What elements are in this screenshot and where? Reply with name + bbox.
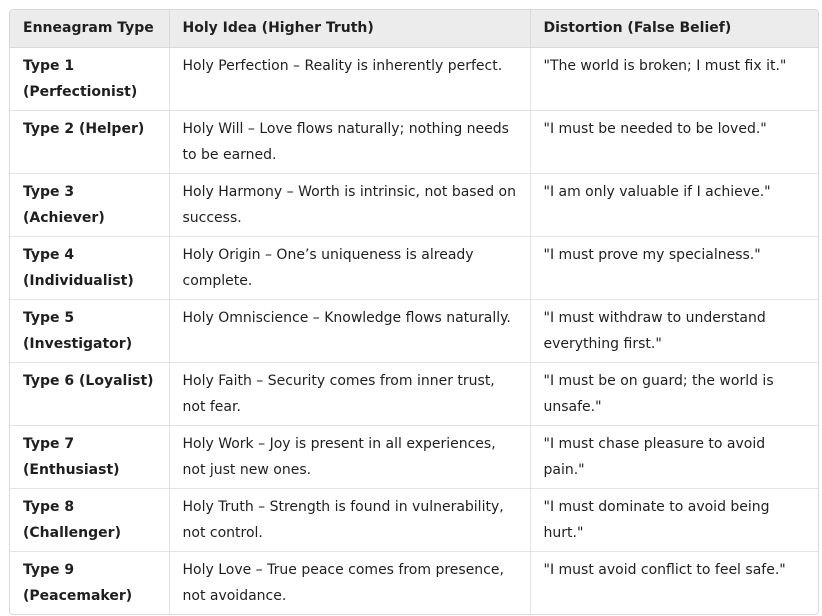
distortion-cell: "I am only valuable if I achieve." [530, 173, 818, 236]
type-cell: Type 1 (Perfectionist) [10, 47, 169, 110]
distortion-cell: "I must be needed to be loved." [530, 110, 818, 173]
type-cell: Type 9 (Peacemaker) [10, 551, 169, 614]
type-cell: Type 8 (Challenger) [10, 488, 169, 551]
header-holy-idea: Holy Idea (Higher Truth) [169, 10, 530, 47]
holy-idea-cell: Holy Love – True peace comes from presence, not avoidance. [169, 551, 530, 614]
distortion-cell: "I must chase pleasure to avoid pain." [530, 425, 818, 488]
distortion-cell: "I must be on guard; the world is unsafe." [530, 362, 818, 425]
holy-idea-cell: Holy Faith – Security comes from inner trust, not fear. [169, 362, 530, 425]
table-row [10, 425, 818, 488]
type-cell: Type 5 (Investigator) [10, 299, 169, 362]
table-row [10, 47, 818, 110]
type-cell: Type 3 (Achiever) [10, 173, 169, 236]
distortion-cell: "I must avoid conflict to feel safe." [543, 561, 786, 578]
table-row [10, 173, 818, 236]
header-enneagram-type: Enneagram Type [10, 10, 169, 47]
distortion-cell: "I must dominate to avoid being hurt." [530, 488, 818, 551]
distortion-cell: "The world is broken; I must fix it." [530, 47, 818, 110]
table-row [10, 110, 818, 173]
holy-idea-cell: Holy Harmony – Worth is intrinsic, not based on success. [169, 173, 530, 236]
table-row [10, 236, 818, 299]
holy-idea-cell: Holy Omniscience – Knowledge flows naturally. [169, 299, 530, 362]
table-header-row [10, 10, 818, 47]
table-row [10, 362, 818, 425]
enneagram-table-container [9, 9, 819, 615]
holy-idea-cell: Holy Origin – One’s uniqueness is already complete. [169, 236, 530, 299]
type-cell: Type 2 (Helper) [10, 110, 169, 173]
type-cell: Type 7 (Enthusiast) [10, 425, 169, 488]
type-cell: Type 6 (Loyalist) [10, 362, 169, 425]
holy-idea-cell: Holy Truth – Strength is found in vulnerability, not control. [169, 488, 530, 551]
holy-idea-cell: Holy Work – Joy is present in all experiences, not just new ones. [169, 425, 530, 488]
table-row [10, 488, 818, 551]
enneagram-table [10, 10, 818, 614]
table-header [10, 10, 818, 47]
table-row [10, 551, 818, 614]
holy-idea-cell: Holy Perfection – Reality is inherently perfect. [169, 47, 530, 110]
distortion-cell: "I must prove my specialness." [530, 236, 818, 299]
header-distortion: Distortion (False Belief) [530, 10, 818, 47]
distortion-cell: "I must withdraw to understand everything first." [530, 299, 818, 362]
table-body [10, 47, 818, 614]
holy-idea-cell: Holy Will – Love flows naturally; nothing needs to be earned. [169, 110, 530, 173]
type-cell: Type 4 (Individualist) [10, 236, 169, 299]
table-row [10, 299, 818, 362]
